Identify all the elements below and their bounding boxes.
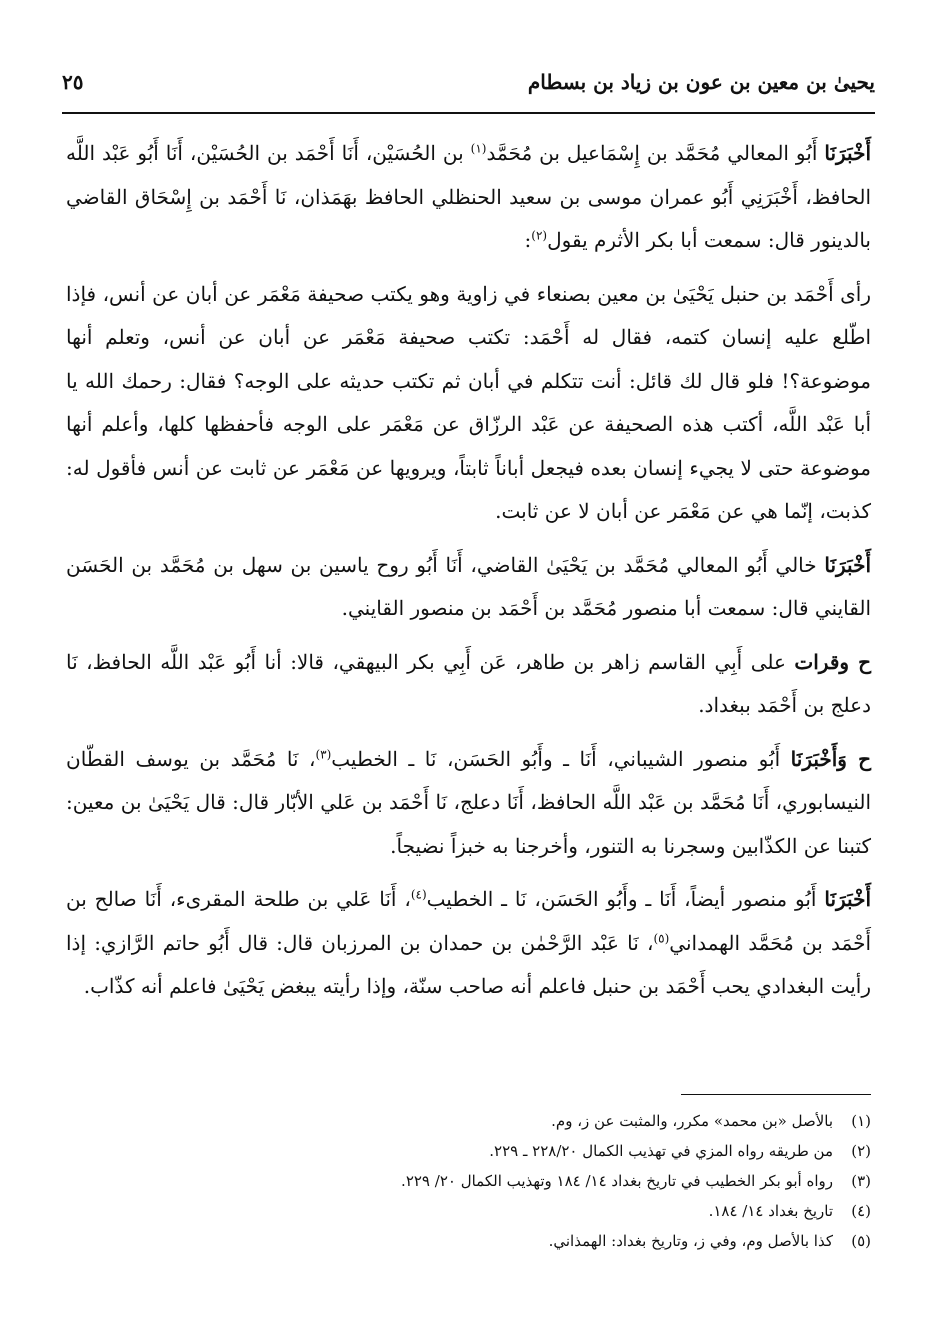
- running-head: [62, 62, 875, 102]
- footnote-ref: (١): [470, 141, 487, 156]
- footnote-text: رواه أبو بكر الخطيب في تاريخ بغداد ١٤/ ١٨٤ وتهذيب الكمال ٢٠/ ٢٢٩.: [401, 1172, 833, 1190]
- paragraph-3: [66, 544, 871, 631]
- header-rule: [62, 112, 875, 114]
- paragraph-5: [66, 738, 871, 869]
- footnote-item: [66, 1106, 871, 1136]
- footnote-ref: (٤): [410, 887, 427, 902]
- paragraph-text: بن الحُسَيْن، أَنَا أَحْمَد بن الحُسَيْن، أَنَا أَبُو عَبْد اللَّه الحافظ، أَخْبَرَنِي أَبُو عمران موسى بن سعيد الحنظلي الحافظ بهَمَذان، نَا أَحْمَد بن إِسْحَاق القاضي بالدينور قال: سمعت أبا بكر الأثرم يقول: [66, 141, 871, 252]
- footnote-text: بالأصل «بن محمد» مكرر، والمثبت عن ز، وم.: [551, 1112, 833, 1130]
- footnote-item: [66, 1196, 871, 1226]
- paragraph-text: ، أَنَا عَلي بن طلحة المقرىء، أَنَا صالح بن أَحْمَد بن مُحَمَّد الهمداني: [66, 887, 872, 955]
- paragraph-text: ، نَا عَبْد الرَّحْمٰن بن حمدان بن المرزبان قال: قال أَبُو حاتم الرَّازي: إذا رأيت البغدادي يحب أَحْمَد بن حنبل فاعلم أنه صاحب سنّة، وإذا رأيته يبغض يَحْيَىٰ فاعلم أنه كذّاب.: [66, 930, 871, 998]
- footnote-number: (٣): [851, 1172, 871, 1190]
- paragraph-6: [66, 878, 871, 1009]
- page-number: ٢٥: [62, 70, 84, 94]
- running-title: يحيىٰ بن معين بن عون بن زياد بن بسطام: [527, 70, 875, 94]
- footnote-number: (١): [851, 1112, 871, 1130]
- paragraph-lead: أَخْبَرَنَا: [824, 887, 872, 911]
- paragraph-text: على أَبِي القاسم زاهر بن طاهر، عَن أَبِي بكر البيهقي، قالا: أنا أَبُو عَبْد اللَّه الحافظ، نَا دعلج بن أَحْمَد ببغداد.: [66, 649, 871, 717]
- paragraph-lead: أَخْبَرَنَا: [824, 141, 871, 165]
- footnote-text: من طريقه رواه المزي في تهذيب الكمال ٢٢٨/٢٠ ـ ٢٢٩.: [489, 1142, 833, 1160]
- paragraph-text: أَبُو المعالي مُحَمَّد بن إِسْمَاعيل بن مُحَمَّد: [486, 141, 818, 165]
- paragraph-4: [66, 641, 871, 728]
- footnote-text: كذا بالأصل وم، وفي ز، وتاريخ بغداد: الهمذاني.: [548, 1232, 833, 1250]
- paragraph-lead: ح وَأَخْبَرَنَا: [790, 746, 871, 771]
- footnote-item: [66, 1166, 871, 1196]
- footnote-number: (٢): [851, 1142, 871, 1160]
- paragraph-text: ، نَا مُحَمَّد بن يوسف القطّان النيسابوري، أَنَا مُحَمَّد بن عَبْد اللَّه الحافظ، أَنَا دعلج، نَا أَحْمَد بن عَلي الأبّار قال: قال يَحْيَىٰ بن معين: كتبنا عن الكذّابين وسجرنا به التنور، وأخرجنا به خبزاً نضيجاً.: [66, 746, 871, 858]
- footnote-ref: (٢): [531, 228, 548, 243]
- footnote-rule: [681, 1094, 871, 1095]
- paragraph-text: خالي أَبُو المعالي مُحَمَّد بن يَحْيَىٰ القاضي، أَنَا أَبُو روح ياسين بن سهل بن مُحَمَّد بن الحَسَن القايني قال: سمعت أبا منصور مُحَمَّد بن أَحْمَد بن منصور القايني.: [66, 552, 871, 620]
- paragraph-text: :: [524, 228, 532, 252]
- footnote-ref: (٥): [653, 930, 670, 945]
- paragraph-2: [66, 273, 871, 534]
- paragraph-lead: أَخْبَرَنَا: [824, 552, 871, 577]
- footnote-ref: (٣): [315, 746, 332, 761]
- footnotes: [66, 1106, 871, 1256]
- footnote-number: (٥): [851, 1232, 871, 1250]
- paragraph-text: أَبُو منصور أيضاً، أَنَا ـ وأَبُو الحَسَن، نَا ـ الخطيب: [426, 887, 817, 911]
- paragraph-text: أَبُو منصور الشيباني، أَنَا ـ وأَبُو الحَسَن، نَا ـ الخطيب: [331, 746, 781, 771]
- footnote-item: [66, 1226, 871, 1256]
- footnote-number: (٤): [851, 1202, 871, 1220]
- footnote-item: [66, 1136, 871, 1166]
- paragraph-text: رأى أَحْمَد بن حنبل يَحْيَىٰ بن معين بصنعاء في زاوية وهو يكتب صحيفة مَعْمَر عن أبان عن أنس، فإذا اطّلع عليه إنسان كتمه، فقال له أَحْمَد: تكتب صحيفة مَعْمَر عن أبان عن أنس، وتعلم أنها موضوعة؟! فلو قال لك قائل: أنت تتكلم في أبان ثم تكتب حديثه على الوجه؟ فقال: رحمك الله يا أبا عَبْد اللَّه، أكتب هذه الصحيفة عن عَبْد الرزّاق عن مَعْمَر على الوجه فأحفظها كلها، وأعلم أنها موضوعة حتى لا يجيء إنسان بعده فيجعل أباناً ثابتاً، ويرويها عن مَعْمَر عن ثابت عن أنس فأقول له: كذبت، إنّما هي عن مَعْمَر عن أبان لا عن ثابت.: [66, 281, 871, 523]
- main-text: [66, 132, 871, 1009]
- footnote-text: تاريخ بغداد ١٤/ ١٨٤.: [708, 1202, 833, 1220]
- paragraph-lead: ح وقرات: [794, 649, 872, 674]
- paragraph-1: [66, 132, 871, 263]
